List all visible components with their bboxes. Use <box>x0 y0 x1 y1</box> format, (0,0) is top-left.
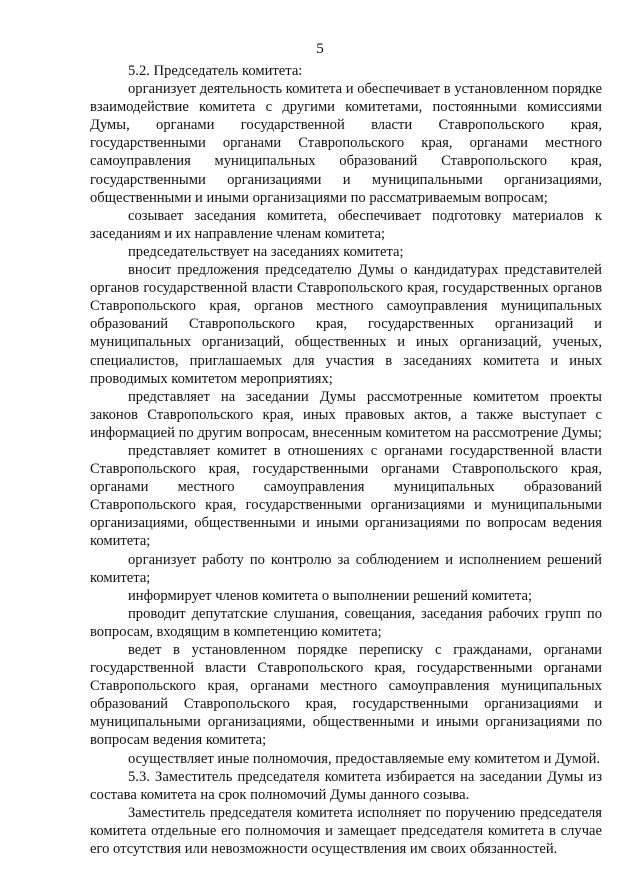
paragraph: созывает заседания комитета, обеспечивает подготовку материалов к заседаниям и их направление членам комитета; <box>90 207 602 242</box>
paragraph: проводит депутатские слушания, совещания, заседания рабочих групп по вопросам, входящим в компетенцию комитета; <box>90 605 602 640</box>
document-body <box>90 62 602 858</box>
paragraph: информирует членов комитета о выполнении решений комитета; <box>128 587 533 604</box>
section-5-3-paragraph: 5.3. Заместитель председателя комитета избирается на заседании Думы из состава комитета на срок полномочий Думы данного созыва. <box>90 768 602 803</box>
paragraph: организует деятельность комитета и обеспечивает в установленном порядке взаимодействие комитета с другими комитетами, постоянными комиссиями Думы, органами государственной власти Ставропольского края, государственными органами Ставропольского края, органами местного самоуправления муниципальных образований Ставропольского края, государственными организациями и муниципальными организациями, общественными и иными организациями по рассматриваемым вопросам; <box>90 81 602 206</box>
paragraph: осуществляет иные полномочия, предоставляемые ему комитетом и Думой. <box>128 750 601 767</box>
paragraph: представляет на заседании Думы рассмотренные комитетом проекты законов Ставропольского края, иных правовых актов, а также выступает с информацией по другим вопросам, внесенным комитетом на рассмотрение Думы; <box>90 388 602 441</box>
paragraph: председательствует на заседаниях комитета; <box>128 243 404 260</box>
paragraph: Заместитель председателя комитета исполняет по поручению председателя комитета отдельные его полномочия и замещает председателя комитета в случае его отсутствия или невозможности осуществления им своих обязанностей. <box>90 804 602 858</box>
paragraph: вносит предложения председателю Думы о кандидатурах представителей органов государственной власти Ставропольского края, государственных органов Ставропольского края, органов местного самоуправления муниципальных образований Ставропольского края, государственных организаций и муниципальных организаций, общественных и иных организаций, ученых, специалистов, приглашаемых для участия в заседаниях комитета и иных проводимых комитетом мероприятиях; <box>90 262 602 387</box>
paragraph: представляет комитет в отношениях с органами государственной власти Ставропольского края, государственными органами Ставропольского края, органами местного самоуправления муниципальных образований Ставропольского края, государственными организациями и муниципальными организациями, общественными и иными организациями по вопросам ведения комитета; <box>90 442 602 550</box>
page-number: 5 <box>316 41 324 57</box>
section-5-2-heading: 5.2. Председатель комитета: <box>128 63 303 79</box>
paragraph: организует работу по контролю за соблюдением и исполнением решений комитета; <box>90 551 602 586</box>
paragraph: ведет в установленном порядке переписку с гражданами, органами государственной власти Ставропольского края, государственными органами Ставропольского края, органами местного самоуправления муниципальных образований Ставропольского края, государственными организациями и муниципальными организациями, общественными и иными организациями по вопросам ведения комитета; <box>90 642 602 749</box>
